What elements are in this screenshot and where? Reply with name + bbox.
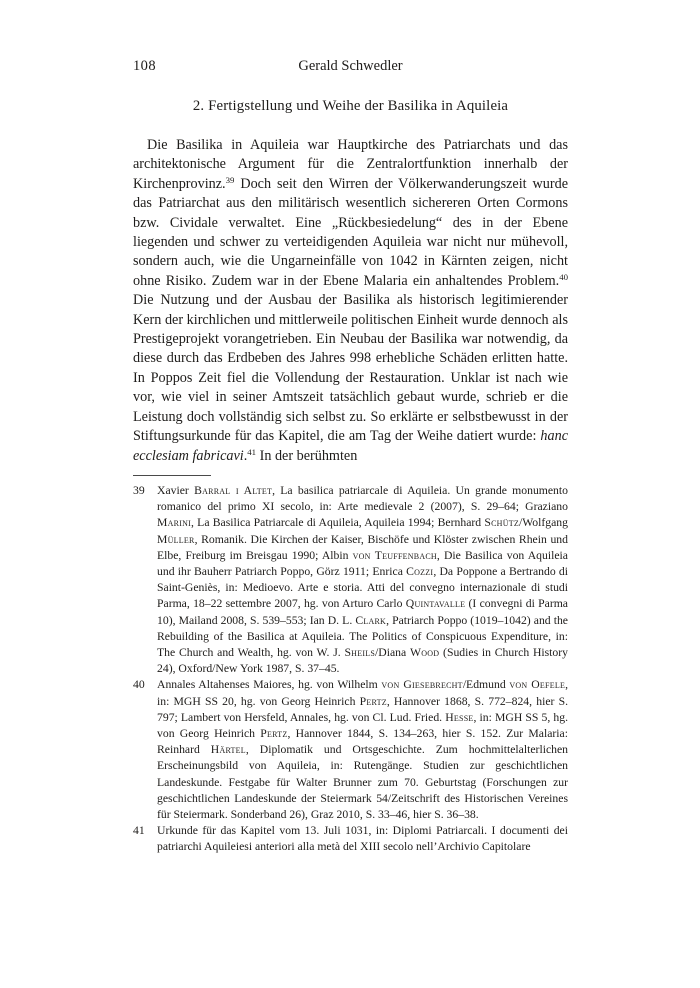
footnote-separator	[133, 475, 211, 476]
footnote-text: Xavier Barral i Altet, La basilica patriarcale di Aquileia. Un grande monumento romanico del primo XI secolo, in: Arte medievale 2 (2007), S. 29–64; Graziano Marini, La Basilica Patriarcale di Aquileia, Aquileia 1994; Bernhard Schütz/Wolfgang Müller, Romanik. Die Kirchen der Kaiser, Bischöfe und Klöster zwischen Rhein und Elbe, Freiburg im Breisgau 1990; Albin von Teuffenbach, Die Basilica von Aquileia und ihr Bauherr Patriarch Poppo, Görz 1911; Enrica Cozzi, Da Poppone a Bertrando di Saint-Geniès, in: Medioevo. Arte e storia. Atti del convegno internazionale di studi Parma, 18–22 settembre 2007, hg. von Arturo Carlo Quintavalle (I convegni di Parma 10), Mailand 2008, S. 539–553; Ian D. L. Clark, Patriarch Poppo (1019–1042) and the Rebuilding of the Basilica at Aquileia. The Politics of Conspicuous Expenditure, in: The Church and Wealth, hg. von W. J. Sheils/Diana Wood (Sudies in Church History 24), Oxford/New York 1987, S. 37–45.	[157, 483, 569, 676]
footnotes-section	[133, 483, 568, 856]
footnote-number: 41	[133, 824, 145, 838]
running-head: Gerald Schwedler	[298, 58, 403, 74]
footnote-number: 40	[133, 678, 145, 692]
section-title: 2. Fertigstellung und Weihe der Basilika in Aquileia	[192, 98, 509, 114]
page-number: 108	[133, 58, 157, 74]
book-page	[133, 57, 568, 856]
page-header	[133, 57, 568, 75]
footnote	[133, 483, 568, 677]
footnote-text: Urkunde für das Kapitel vom 13. Juli 1031, in: Diplomi Patriarcali. I documenti dei patriarchi Aquileiesi anteriori alla metà del XIII secolo nell’Archivio Capitolare	[157, 824, 568, 854]
footnote-text: Annales Altahenses Maiores, hg. von Wilhelm von Giesebrecht/Edmund von Oefele, in: MGH SS 20, hg. von Georg Heinrich Pertz, Hannover 1868, S. 772–824, hier S. 797; Lambert von Hersfeld, Annales, hg. von Cl. Lud. Fried. Hesse, in: MGH SS 5, hg. von Georg Heinrich Pertz, Hannover 1844, S. 134–263, hier S. 152. Zur Malaria: Reinhard Härtel, Diplomatik und Ortsgeschichte. Zum hochmittelalterlichen Erscheinungsbild von Aquileia, in: Rutengänge. Studien zur geschichtlichen Landeskunde. Festgabe für Walter Brunner zum 70. Geburtstag (Forschungen zur geschichtlichen Landeskunde der Steiermark 54/Zeitschrift des Historischen Vereines für Steiermark. Sonderband 26), Graz 2010, S. 33–46, hier S. 36–38.	[157, 678, 569, 821]
footnote-number: 39	[133, 483, 145, 497]
footnote	[133, 823, 568, 855]
footnote	[133, 677, 568, 823]
body-paragraph: Die Basilika in Aquileia war Hauptkirche des Patriarchats und das architektonische Argument für die Zentralortfunktion innerhalb der Kirchenprovinz.$^{39}$ Doch seit den Wirren der Völkerwanderungszeit wurde das Patriarchat aus den militärisch wesentlich sichereren Orten Cormons bzw. Cividale verwaltet. Eine „Rückbesiedelung“ des in der Ebene liegenden und schwer zu verteidigenden Aquileia war nicht nur mühevoll, sondern auch, wie die Ungarneinfälle von 1042 in Kärnten zeigen, nicht ohne Risiko. Zudem war in der Ebene Malaria ein anhaltendes Problem.$^{40}$ Die Nutzung und der Ausbau der Basilika als historisch legitimierender Kern der kirchlichen und mittlerweile politischen Einheit wurde dennoch als Prestigeprojekt vorangetrieben. Ein Neubau der Basilika war notwendig, da diese durch das Erdbeben des Jahres 998 erhebliche Schäden erlitten hatte. In Poppos Zeit fiel die Vollendung der Restauration. Unklar ist nach wie vor, wie viel in seiner Amtszeit tatsächlich gebaut wurde, schrieb er die Leistung doch vollständig sich selbst zu. So erklärte er selbstbewusst in der Stiftungsurkunde für das Kapitel, die am Tag der Weihe datiert wurde: hanc ecclesiam fabricavi.$^{41}$ In der berühmten	[133, 137, 568, 464]
